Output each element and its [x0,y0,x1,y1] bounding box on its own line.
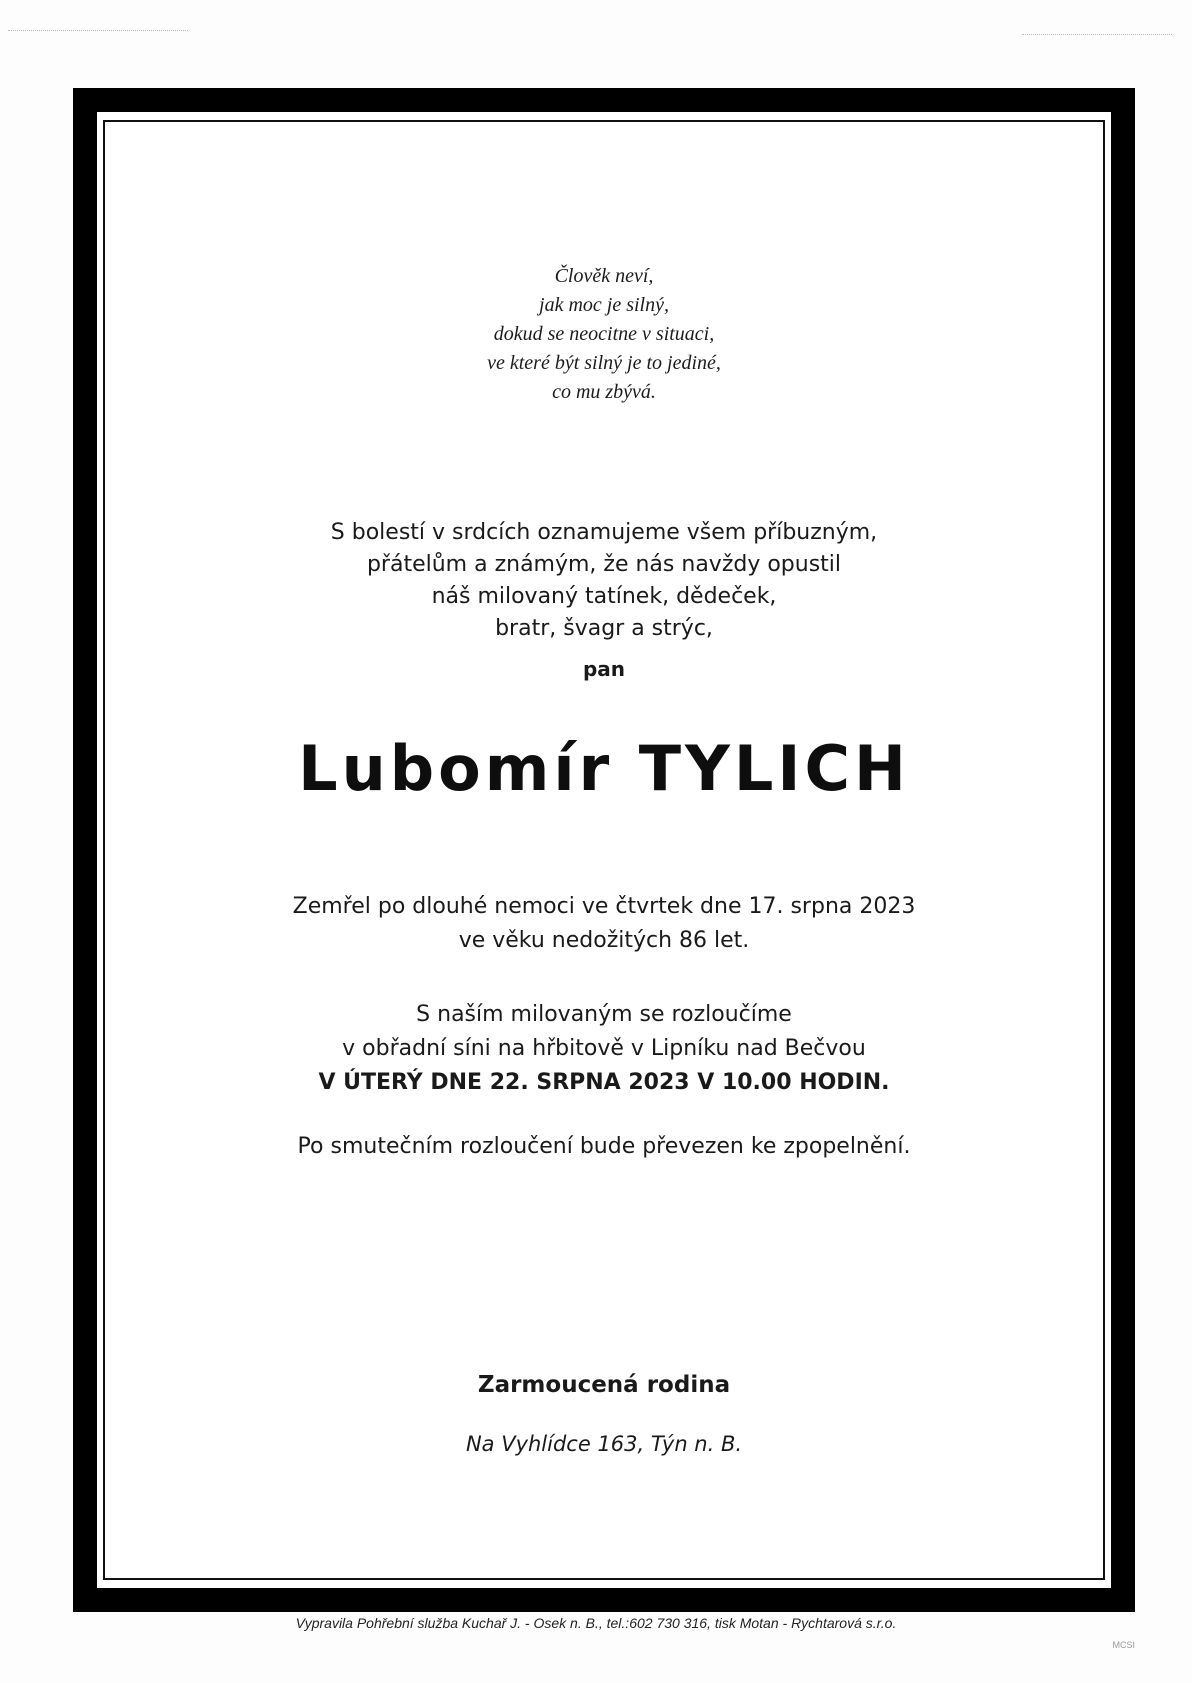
obituary-content [105,122,1103,1578]
cremation-note: Po smutečním rozloučení bude převezen ke zpopelnění. [297,1134,911,1159]
announcement-line: bratr, švagr a strýc, [495,616,713,641]
inner-frame [103,120,1105,1580]
announcement [105,517,1103,645]
poem-line: jak moc je silný, [539,294,669,316]
announcement-line: náš milovaný tatínek, dědeček, [431,584,777,609]
poem-line: co mu zbývá. [552,381,656,403]
farewell-info [105,998,1103,1100]
death-info [105,890,1103,958]
family-address: Na Vyhlídce 163, Týn n. B. [465,1432,743,1456]
print-credit: Vypravila Pohřební služba Kuchař J. - Osek n. B., tel.:602 730 316, tisk Motan - Rychtarová s.r.o. [295,1615,897,1631]
farewell-line: S naším milovaným se rozloučíme [416,1002,792,1027]
death-info-line: ve věku nedožitých 86 let. [458,928,750,953]
farewell-datetime: V ÚTERÝ DNE 22. SRPNA 2023 V 10.00 HODIN. [318,1070,890,1095]
scan-artifact-line [8,30,188,32]
frame-gap [97,112,1111,1588]
poem-line: Člověk neví, [554,265,654,287]
scan-mark: MCSI [1112,1640,1135,1650]
scan-artifact-line [1022,34,1172,36]
poem-line: dokud se neocitne v situaci, [493,323,715,345]
death-info-line: Zemřel po dlouhé nemoci ve čtvrtek dne 17. srpna 2023 [292,894,916,919]
farewell-location: v obřadní síni na hřbitově v Lipníku nad Bečvou [342,1036,866,1061]
signature: Zarmoucená rodina [477,1372,731,1398]
announcement-line: S bolestí v srdcích oznamujeme všem příbuzným, [330,520,878,545]
deceased-name: Lubomír TYLICH [298,732,910,805]
honorific: pan [582,657,626,681]
mourning-frame [73,88,1135,1612]
announcement-line: přátelům a známým, že nás navždy opustil [366,552,842,577]
poem [105,262,1103,407]
poem-line: ve které být silný je to jediné, [487,352,721,374]
